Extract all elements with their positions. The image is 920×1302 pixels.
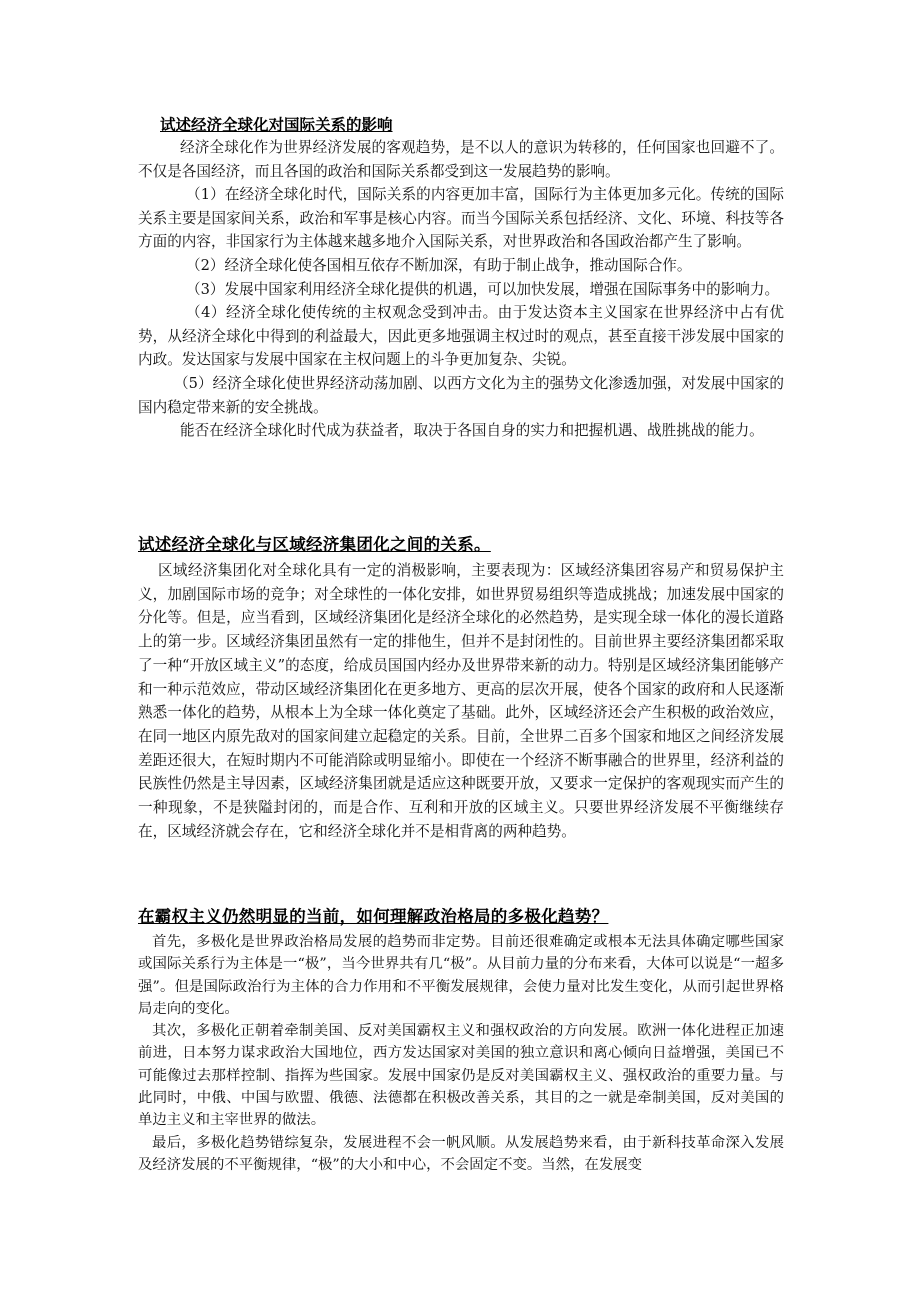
paragraph: （2）经济全球化使各国相互依存不断加深，有助于制止战争，推动国际合作。 (186, 256, 692, 274)
paragraph: 最后，多极化趋势错综复杂，发展进程不会一帆风顺。从发展趋势来看，由于新科技革命深入发展及经济发展的不平衡规律，“极”的大小和中心，不会固定不变。当然，在发展变 (138, 1134, 784, 1173)
section-multipolarity (138, 904, 784, 1176)
paragraph: 经济全球化作为世界经济发展的客观趋势，是不以人的意识为转移的，任何国家也回避不了。不仅是各国经济，而且各国的政治和国际关系都受到这一发展趋势的影响。 (138, 139, 784, 180)
paragraph: （1）在经济全球化时代，国际关系的内容更加丰富，国际行为主体更加多元化。传统的国际关系主要是国家间关系，政治和军事是核心内容。而当今国际关系包括经济、文化、环境、科技等各方面的内容，非国家行为主体越来越多地介入国际关系，对世界政治和各国政治都产生了影响。 (138, 186, 784, 251)
paragraph: （3）发展中国家利用经济全球化提供的机遇，可以加快发展，增强在国际事务中的影响力。 (186, 280, 780, 298)
paragraph: （5）经济全球化使世界经济动荡加剧、以西方文化为主的强势文化渗透加强，对发展中国家的国内稳定带来新的安全挑战。 (138, 374, 784, 416)
paragraph: 其次，多极化正朝着牵制美国、反对美国霸权主义和强权政治的方向发展。欧洲一体化进程正加速前进，日本努力谋求政治大国地位，西方发达国家对美国的独立意识和离心倾向日益增强，美国已不可能像过去那样控制、指挥为些国家。发展中国家仍是反对美国霸权主义、强权政治的重要力量。与此同时，中俄、中国与欧盟、俄德、法德都在积极改善关系，其目的之一就是牵制美国，反对美国的单边主义和主宰世界的做法。 (138, 1023, 784, 1129)
section-globalization-impact (138, 114, 784, 443)
section-title: 试述经济全球化对国际关系的影响 (160, 116, 393, 134)
section-title: 试述经济全球化与区域经济集团化之间的关系。 (138, 535, 491, 554)
paragraph: （4）经济全球化使传统的主权观念受到冲击。由于发达资本主义国家在世界经济中占有优势，从经济全球化中得到的利益最大，因此更多地强调主权过时的观点，甚至直接干涉发展中国家的内政。发达国家与发展中国家在主权问题上的斗争更加复杂、尖锐。 (138, 304, 784, 369)
paragraph: 区域经济集团化对全球化具有一定的消极影响，主要表现为：区域经济集团容易产和贸易保护主义，加剧国际市场的竞争；对全球性的一体化安排，如世界贸易组织等造成挑战；加速发展中国家的分化等。但是，应当看到，区域经济集团化是经济全球化的必然趋势，是实现全球一体化的漫长道路上的第一步。区域经济集团虽然有一定的排他生，但并不是封闭性的。目前世界主要经济集团都采取了一种“开放区域主义”的态度，给成员国国内经办及世界带来新的动力。特别是区域经济集团能够产和一种示范效应，带动区域经济集团化在更多地方、更高的层次开展，使各个国家的政府和人民逐渐熟悉一体化的趋势，从根本上为全球一体化奠定了基础。此外，区域经济还会产生积极的政治效应，在同一地区内原先敌对的国家间建立起稳定的关系。目前，全世界二百多个国家和地区之间经济发展差距还很大，在短时期内不可能消除或明显缩小。即使在一个经济不断事融合的世界里，经济利益的民族性仍然是主导因素，区域经济集团就是适应这种既要开放，又要求一定保护的客观现实而产生的一种现象，不是狭隘封闭的，而是合作、互利和开放的区域主义。只要世界经济发展不平衡继续存在，区域经济就会存在，它和经济全球化并不是相背离的两种趋势。 (138, 562, 784, 840)
paragraph: 能否在经济全球化时代成为获益者，取决于各国自身的实力和把握机遇、战胜挑战的能力。 (180, 422, 764, 440)
paragraph: 首先，多极化是世界政治格局发展的趋势而非定势。目前还很难确定或根本无法具体确定哪些国家或国际关系行为主体是一“极”，当今世界共有几“极”。从目前力量的分布来看，大体可以说是“一超多强”。但是国际政治行为主体的合力作用和不平衡发展规律，会使力量对比发生变化，从而引起世界格局走向的变化。 (138, 934, 784, 1017)
section-regional-integration (138, 532, 784, 843)
section-title: 在霸权主义仍然明显的当前，如何理解政治格局的多极化趋势？ (138, 907, 609, 926)
